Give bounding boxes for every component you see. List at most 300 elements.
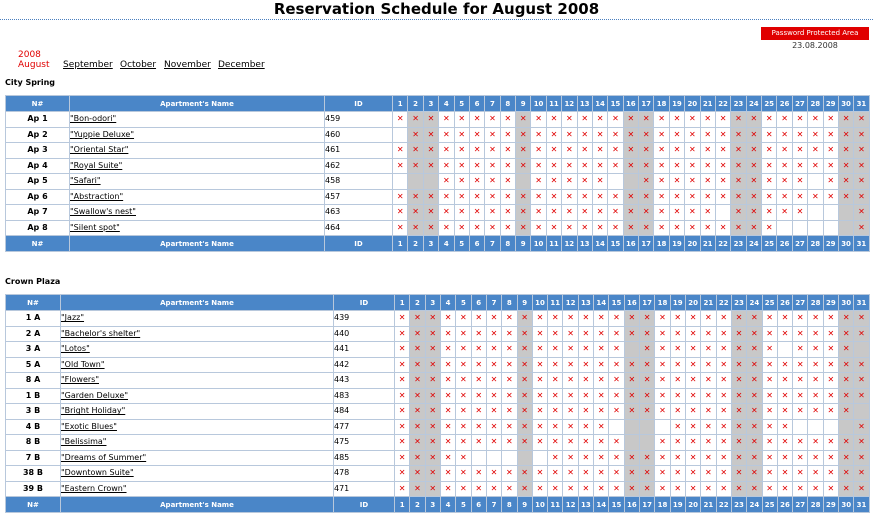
apartment-name-link[interactable]: "Old Town" xyxy=(61,359,105,369)
booked-day-cell[interactable] xyxy=(454,112,469,128)
booked-day-cell[interactable] xyxy=(701,481,716,497)
booked-day-cell[interactable] xyxy=(685,326,700,342)
free-day-cell[interactable] xyxy=(823,205,838,221)
booked-day-cell[interactable] xyxy=(393,205,408,221)
booked-day-cell[interactable] xyxy=(425,311,440,327)
booked-day-cell[interactable] xyxy=(577,143,592,159)
booked-day-cell[interactable] xyxy=(440,404,455,420)
booked-day-cell[interactable] xyxy=(486,357,501,373)
booked-day-cell[interactable] xyxy=(639,220,654,236)
booked-day-cell[interactable] xyxy=(502,435,517,451)
booked-day-cell[interactable] xyxy=(685,450,700,466)
booked-day-cell[interactable] xyxy=(548,373,563,389)
booked-day-cell[interactable] xyxy=(456,357,471,373)
booked-day-cell[interactable] xyxy=(715,220,730,236)
booked-day-cell[interactable] xyxy=(594,419,609,435)
free-day-cell[interactable] xyxy=(532,450,547,466)
booked-day-cell[interactable] xyxy=(440,342,455,358)
booked-day-cell[interactable] xyxy=(516,205,531,221)
booked-day-cell[interactable] xyxy=(456,404,471,420)
apartment-name-link[interactable]: "Abstraction" xyxy=(70,191,124,201)
booked-day-cell[interactable] xyxy=(731,373,746,389)
booked-day-cell[interactable] xyxy=(577,158,592,174)
booked-day-cell[interactable] xyxy=(685,357,700,373)
booked-day-cell[interactable] xyxy=(823,112,838,128)
booked-day-cell[interactable] xyxy=(517,404,532,420)
booked-day-cell[interactable] xyxy=(532,326,547,342)
booked-day-cell[interactable] xyxy=(700,158,715,174)
booked-day-cell[interactable] xyxy=(609,404,624,420)
booked-day-cell[interactable] xyxy=(471,404,486,420)
free-day-cell[interactable] xyxy=(839,419,854,435)
booked-day-cell[interactable] xyxy=(502,466,517,482)
booked-day-cell[interactable] xyxy=(701,388,716,404)
booked-day-cell[interactable] xyxy=(640,357,655,373)
free-day-cell[interactable] xyxy=(808,205,823,221)
booked-day-cell[interactable] xyxy=(701,311,716,327)
booked-day-cell[interactable] xyxy=(439,220,454,236)
booked-day-cell[interactable] xyxy=(670,466,685,482)
booked-day-cell[interactable] xyxy=(854,419,869,435)
booked-day-cell[interactable] xyxy=(408,127,423,143)
booked-day-cell[interactable] xyxy=(563,388,578,404)
booked-day-cell[interactable] xyxy=(747,450,762,466)
booked-day-cell[interactable] xyxy=(469,205,484,221)
booked-day-cell[interactable] xyxy=(469,174,484,190)
free-day-cell[interactable] xyxy=(624,419,639,435)
booked-day-cell[interactable] xyxy=(393,158,408,174)
booked-day-cell[interactable] xyxy=(793,342,808,358)
booked-day-cell[interactable] xyxy=(746,189,761,205)
booked-day-cell[interactable] xyxy=(746,158,761,174)
booked-day-cell[interactable] xyxy=(793,404,808,420)
booked-day-cell[interactable] xyxy=(639,189,654,205)
booked-day-cell[interactable] xyxy=(747,373,762,389)
booked-day-cell[interactable] xyxy=(746,112,761,128)
booked-day-cell[interactable] xyxy=(594,466,609,482)
booked-day-cell[interactable] xyxy=(609,357,624,373)
booked-day-cell[interactable] xyxy=(471,419,486,435)
booked-day-cell[interactable] xyxy=(393,112,408,128)
booked-day-cell[interactable] xyxy=(624,373,639,389)
booked-day-cell[interactable] xyxy=(623,127,638,143)
booked-day-cell[interactable] xyxy=(423,143,438,159)
booked-day-cell[interactable] xyxy=(854,174,869,190)
booked-day-cell[interactable] xyxy=(792,158,807,174)
booked-day-cell[interactable] xyxy=(747,311,762,327)
booked-day-cell[interactable] xyxy=(410,419,425,435)
booked-day-cell[interactable] xyxy=(577,205,592,221)
booked-day-cell[interactable] xyxy=(395,311,410,327)
booked-day-cell[interactable] xyxy=(746,174,761,190)
booked-day-cell[interactable] xyxy=(456,388,471,404)
booked-day-cell[interactable] xyxy=(410,404,425,420)
booked-day-cell[interactable] xyxy=(839,326,854,342)
booked-day-cell[interactable] xyxy=(425,342,440,358)
booked-day-cell[interactable] xyxy=(532,404,547,420)
booked-day-cell[interactable] xyxy=(762,450,777,466)
booked-day-cell[interactable] xyxy=(440,311,455,327)
booked-day-cell[interactable] xyxy=(746,143,761,159)
booked-day-cell[interactable] xyxy=(685,342,700,358)
booked-day-cell[interactable] xyxy=(517,373,532,389)
booked-day-cell[interactable] xyxy=(425,388,440,404)
booked-day-cell[interactable] xyxy=(548,326,563,342)
booked-day-cell[interactable] xyxy=(440,435,455,451)
booked-day-cell[interactable] xyxy=(669,174,684,190)
booked-day-cell[interactable] xyxy=(594,342,609,358)
free-day-cell[interactable] xyxy=(640,435,655,451)
booked-day-cell[interactable] xyxy=(517,388,532,404)
booked-day-cell[interactable] xyxy=(777,357,792,373)
booked-day-cell[interactable] xyxy=(716,450,731,466)
booked-day-cell[interactable] xyxy=(548,481,563,497)
booked-day-cell[interactable] xyxy=(670,435,685,451)
booked-day-cell[interactable] xyxy=(685,466,700,482)
booked-day-cell[interactable] xyxy=(669,158,684,174)
booked-day-cell[interactable] xyxy=(654,220,669,236)
booked-day-cell[interactable] xyxy=(639,112,654,128)
booked-day-cell[interactable] xyxy=(669,143,684,159)
booked-day-cell[interactable] xyxy=(408,158,423,174)
booked-day-cell[interactable] xyxy=(439,112,454,128)
booked-day-cell[interactable] xyxy=(701,419,716,435)
booked-day-cell[interactable] xyxy=(500,189,515,205)
booked-day-cell[interactable] xyxy=(762,435,777,451)
booked-day-cell[interactable] xyxy=(762,419,777,435)
booked-day-cell[interactable] xyxy=(838,158,853,174)
booked-day-cell[interactable] xyxy=(594,450,609,466)
booked-day-cell[interactable] xyxy=(762,373,777,389)
booked-day-cell[interactable] xyxy=(701,326,716,342)
booked-day-cell[interactable] xyxy=(777,143,792,159)
booked-day-cell[interactable] xyxy=(395,326,410,342)
booked-day-cell[interactable] xyxy=(594,481,609,497)
booked-day-cell[interactable] xyxy=(562,205,577,221)
booked-day-cell[interactable] xyxy=(623,143,638,159)
booked-day-cell[interactable] xyxy=(440,373,455,389)
booked-day-cell[interactable] xyxy=(548,435,563,451)
booked-day-cell[interactable] xyxy=(578,466,593,482)
booked-day-cell[interactable] xyxy=(792,189,807,205)
booked-day-cell[interactable] xyxy=(808,127,823,143)
free-day-cell[interactable] xyxy=(502,450,517,466)
booked-day-cell[interactable] xyxy=(395,404,410,420)
booked-day-cell[interactable] xyxy=(410,481,425,497)
booked-day-cell[interactable] xyxy=(393,143,408,159)
booked-day-cell[interactable] xyxy=(486,435,501,451)
booked-day-cell[interactable] xyxy=(777,112,792,128)
booked-day-cell[interactable] xyxy=(700,174,715,190)
free-day-cell[interactable] xyxy=(486,450,501,466)
booked-day-cell[interactable] xyxy=(548,311,563,327)
booked-day-cell[interactable] xyxy=(623,158,638,174)
booked-day-cell[interactable] xyxy=(454,127,469,143)
booked-day-cell[interactable] xyxy=(516,220,531,236)
booked-day-cell[interactable] xyxy=(762,342,777,358)
booked-day-cell[interactable] xyxy=(502,388,517,404)
booked-day-cell[interactable] xyxy=(854,143,869,159)
booked-day-cell[interactable] xyxy=(777,419,792,435)
booked-day-cell[interactable] xyxy=(485,143,500,159)
booked-day-cell[interactable] xyxy=(548,388,563,404)
booked-day-cell[interactable] xyxy=(731,158,746,174)
booked-day-cell[interactable] xyxy=(423,189,438,205)
booked-day-cell[interactable] xyxy=(793,357,808,373)
booked-day-cell[interactable] xyxy=(485,189,500,205)
booked-day-cell[interactable] xyxy=(546,174,561,190)
booked-day-cell[interactable] xyxy=(425,419,440,435)
booked-day-cell[interactable] xyxy=(425,466,440,482)
booked-day-cell[interactable] xyxy=(762,127,777,143)
booked-day-cell[interactable] xyxy=(685,205,700,221)
booked-day-cell[interactable] xyxy=(592,127,607,143)
booked-day-cell[interactable] xyxy=(423,220,438,236)
booked-day-cell[interactable] xyxy=(425,450,440,466)
booked-day-cell[interactable] xyxy=(669,127,684,143)
booked-day-cell[interactable] xyxy=(410,326,425,342)
booked-day-cell[interactable] xyxy=(747,357,762,373)
booked-day-cell[interactable] xyxy=(531,220,546,236)
booked-day-cell[interactable] xyxy=(486,311,501,327)
booked-day-cell[interactable] xyxy=(823,466,838,482)
booked-day-cell[interactable] xyxy=(423,112,438,128)
booked-day-cell[interactable] xyxy=(486,373,501,389)
apartment-name-link[interactable]: "Bachelor's shelter" xyxy=(61,328,141,338)
booked-day-cell[interactable] xyxy=(716,373,731,389)
booked-day-cell[interactable] xyxy=(563,342,578,358)
booked-day-cell[interactable] xyxy=(640,404,655,420)
booked-day-cell[interactable] xyxy=(516,112,531,128)
booked-day-cell[interactable] xyxy=(838,112,853,128)
booked-day-cell[interactable] xyxy=(624,404,639,420)
booked-day-cell[interactable] xyxy=(594,404,609,420)
apartment-name-link[interactable]: "Bright Holiday" xyxy=(61,406,126,416)
booked-day-cell[interactable] xyxy=(456,342,471,358)
booked-day-cell[interactable] xyxy=(777,205,792,221)
booked-day-cell[interactable] xyxy=(486,388,501,404)
booked-day-cell[interactable] xyxy=(838,174,853,190)
booked-day-cell[interactable] xyxy=(439,189,454,205)
booked-day-cell[interactable] xyxy=(395,419,410,435)
booked-day-cell[interactable] xyxy=(609,481,624,497)
booked-day-cell[interactable] xyxy=(793,311,808,327)
booked-day-cell[interactable] xyxy=(655,450,670,466)
booked-day-cell[interactable] xyxy=(410,435,425,451)
booked-day-cell[interactable] xyxy=(623,189,638,205)
booked-day-cell[interactable] xyxy=(762,174,777,190)
booked-day-cell[interactable] xyxy=(655,326,670,342)
month-link-december[interactable]: December xyxy=(218,60,265,70)
booked-day-cell[interactable] xyxy=(685,419,700,435)
booked-day-cell[interactable] xyxy=(486,466,501,482)
booked-day-cell[interactable] xyxy=(716,357,731,373)
free-day-cell[interactable] xyxy=(823,220,838,236)
booked-day-cell[interactable] xyxy=(670,342,685,358)
booked-day-cell[interactable] xyxy=(410,466,425,482)
booked-day-cell[interactable] xyxy=(517,311,532,327)
booked-day-cell[interactable] xyxy=(531,189,546,205)
booked-day-cell[interactable] xyxy=(410,342,425,358)
booked-day-cell[interactable] xyxy=(485,112,500,128)
booked-day-cell[interactable] xyxy=(531,174,546,190)
booked-day-cell[interactable] xyxy=(777,158,792,174)
booked-day-cell[interactable] xyxy=(808,404,823,420)
booked-day-cell[interactable] xyxy=(624,357,639,373)
booked-day-cell[interactable] xyxy=(808,373,823,389)
booked-day-cell[interactable] xyxy=(592,174,607,190)
booked-day-cell[interactable] xyxy=(731,112,746,128)
booked-day-cell[interactable] xyxy=(425,373,440,389)
booked-day-cell[interactable] xyxy=(563,435,578,451)
booked-day-cell[interactable] xyxy=(654,205,669,221)
booked-day-cell[interactable] xyxy=(456,311,471,327)
booked-day-cell[interactable] xyxy=(532,373,547,389)
booked-day-cell[interactable] xyxy=(592,112,607,128)
booked-day-cell[interactable] xyxy=(762,357,777,373)
booked-day-cell[interactable] xyxy=(731,127,746,143)
booked-day-cell[interactable] xyxy=(701,357,716,373)
booked-day-cell[interactable] xyxy=(546,158,561,174)
booked-day-cell[interactable] xyxy=(777,326,792,342)
apartment-name-link[interactable]: "Eastern Crown" xyxy=(61,483,127,493)
booked-day-cell[interactable] xyxy=(393,220,408,236)
booked-day-cell[interactable] xyxy=(578,435,593,451)
booked-day-cell[interactable] xyxy=(654,189,669,205)
booked-day-cell[interactable] xyxy=(838,127,853,143)
booked-day-cell[interactable] xyxy=(578,373,593,389)
booked-day-cell[interactable] xyxy=(747,342,762,358)
booked-day-cell[interactable] xyxy=(685,388,700,404)
booked-day-cell[interactable] xyxy=(808,158,823,174)
booked-day-cell[interactable] xyxy=(823,127,838,143)
booked-day-cell[interactable] xyxy=(454,143,469,159)
free-day-cell[interactable] xyxy=(423,174,438,190)
booked-day-cell[interactable] xyxy=(594,357,609,373)
booked-day-cell[interactable] xyxy=(715,127,730,143)
booked-day-cell[interactable] xyxy=(502,373,517,389)
booked-day-cell[interactable] xyxy=(838,189,853,205)
booked-day-cell[interactable] xyxy=(608,143,623,159)
booked-day-cell[interactable] xyxy=(639,205,654,221)
booked-day-cell[interactable] xyxy=(393,189,408,205)
booked-day-cell[interactable] xyxy=(701,342,716,358)
booked-day-cell[interactable] xyxy=(500,174,515,190)
booked-day-cell[interactable] xyxy=(685,481,700,497)
booked-day-cell[interactable] xyxy=(655,373,670,389)
booked-day-cell[interactable] xyxy=(577,127,592,143)
booked-day-cell[interactable] xyxy=(716,404,731,420)
apartment-name-link[interactable]: "Downtown Suite" xyxy=(61,468,134,478)
booked-day-cell[interactable] xyxy=(670,419,685,435)
booked-day-cell[interactable] xyxy=(624,466,639,482)
booked-day-cell[interactable] xyxy=(395,435,410,451)
booked-day-cell[interactable] xyxy=(808,311,823,327)
booked-day-cell[interactable] xyxy=(823,311,838,327)
booked-day-cell[interactable] xyxy=(563,311,578,327)
booked-day-cell[interactable] xyxy=(609,435,624,451)
booked-day-cell[interactable] xyxy=(670,311,685,327)
booked-day-cell[interactable] xyxy=(517,419,532,435)
booked-day-cell[interactable] xyxy=(640,481,655,497)
booked-day-cell[interactable] xyxy=(685,435,700,451)
booked-day-cell[interactable] xyxy=(456,435,471,451)
booked-day-cell[interactable] xyxy=(410,373,425,389)
booked-day-cell[interactable] xyxy=(546,143,561,159)
booked-day-cell[interactable] xyxy=(624,388,639,404)
booked-day-cell[interactable] xyxy=(762,311,777,327)
booked-day-cell[interactable] xyxy=(454,205,469,221)
password-protected-button[interactable]: Password Protected Area xyxy=(761,27,869,40)
booked-day-cell[interactable] xyxy=(808,466,823,482)
booked-day-cell[interactable] xyxy=(792,143,807,159)
booked-day-cell[interactable] xyxy=(624,450,639,466)
booked-day-cell[interactable] xyxy=(655,435,670,451)
booked-day-cell[interactable] xyxy=(854,435,869,451)
booked-day-cell[interactable] xyxy=(854,311,869,327)
booked-day-cell[interactable] xyxy=(823,388,838,404)
booked-day-cell[interactable] xyxy=(563,357,578,373)
booked-day-cell[interactable] xyxy=(562,189,577,205)
booked-day-cell[interactable] xyxy=(762,158,777,174)
booked-day-cell[interactable] xyxy=(395,450,410,466)
booked-day-cell[interactable] xyxy=(594,311,609,327)
booked-day-cell[interactable] xyxy=(532,342,547,358)
booked-day-cell[interactable] xyxy=(731,357,746,373)
booked-day-cell[interactable] xyxy=(639,174,654,190)
booked-day-cell[interactable] xyxy=(577,112,592,128)
booked-day-cell[interactable] xyxy=(777,127,792,143)
booked-day-cell[interactable] xyxy=(700,143,715,159)
booked-day-cell[interactable] xyxy=(532,435,547,451)
booked-day-cell[interactable] xyxy=(823,357,838,373)
free-day-cell[interactable] xyxy=(823,419,838,435)
booked-day-cell[interactable] xyxy=(485,158,500,174)
booked-day-cell[interactable] xyxy=(548,419,563,435)
booked-day-cell[interactable] xyxy=(839,373,854,389)
booked-day-cell[interactable] xyxy=(669,112,684,128)
booked-day-cell[interactable] xyxy=(562,158,577,174)
booked-day-cell[interactable] xyxy=(471,466,486,482)
free-day-cell[interactable] xyxy=(808,174,823,190)
booked-day-cell[interactable] xyxy=(839,450,854,466)
booked-day-cell[interactable] xyxy=(854,466,869,482)
booked-day-cell[interactable] xyxy=(578,326,593,342)
booked-day-cell[interactable] xyxy=(546,205,561,221)
booked-day-cell[interactable] xyxy=(716,342,731,358)
booked-day-cell[interactable] xyxy=(839,342,854,358)
booked-day-cell[interactable] xyxy=(563,373,578,389)
booked-day-cell[interactable] xyxy=(808,435,823,451)
booked-day-cell[interactable] xyxy=(685,127,700,143)
booked-day-cell[interactable] xyxy=(469,112,484,128)
booked-day-cell[interactable] xyxy=(471,481,486,497)
free-day-cell[interactable] xyxy=(393,174,408,190)
booked-day-cell[interactable] xyxy=(777,404,792,420)
booked-day-cell[interactable] xyxy=(563,466,578,482)
booked-day-cell[interactable] xyxy=(563,404,578,420)
booked-day-cell[interactable] xyxy=(439,127,454,143)
booked-day-cell[interactable] xyxy=(454,189,469,205)
booked-day-cell[interactable] xyxy=(471,357,486,373)
apartment-name-link[interactable]: "Silent spot" xyxy=(70,222,120,232)
booked-day-cell[interactable] xyxy=(471,326,486,342)
booked-day-cell[interactable] xyxy=(838,143,853,159)
booked-day-cell[interactable] xyxy=(608,112,623,128)
booked-day-cell[interactable] xyxy=(516,158,531,174)
booked-day-cell[interactable] xyxy=(609,466,624,482)
booked-day-cell[interactable] xyxy=(716,435,731,451)
